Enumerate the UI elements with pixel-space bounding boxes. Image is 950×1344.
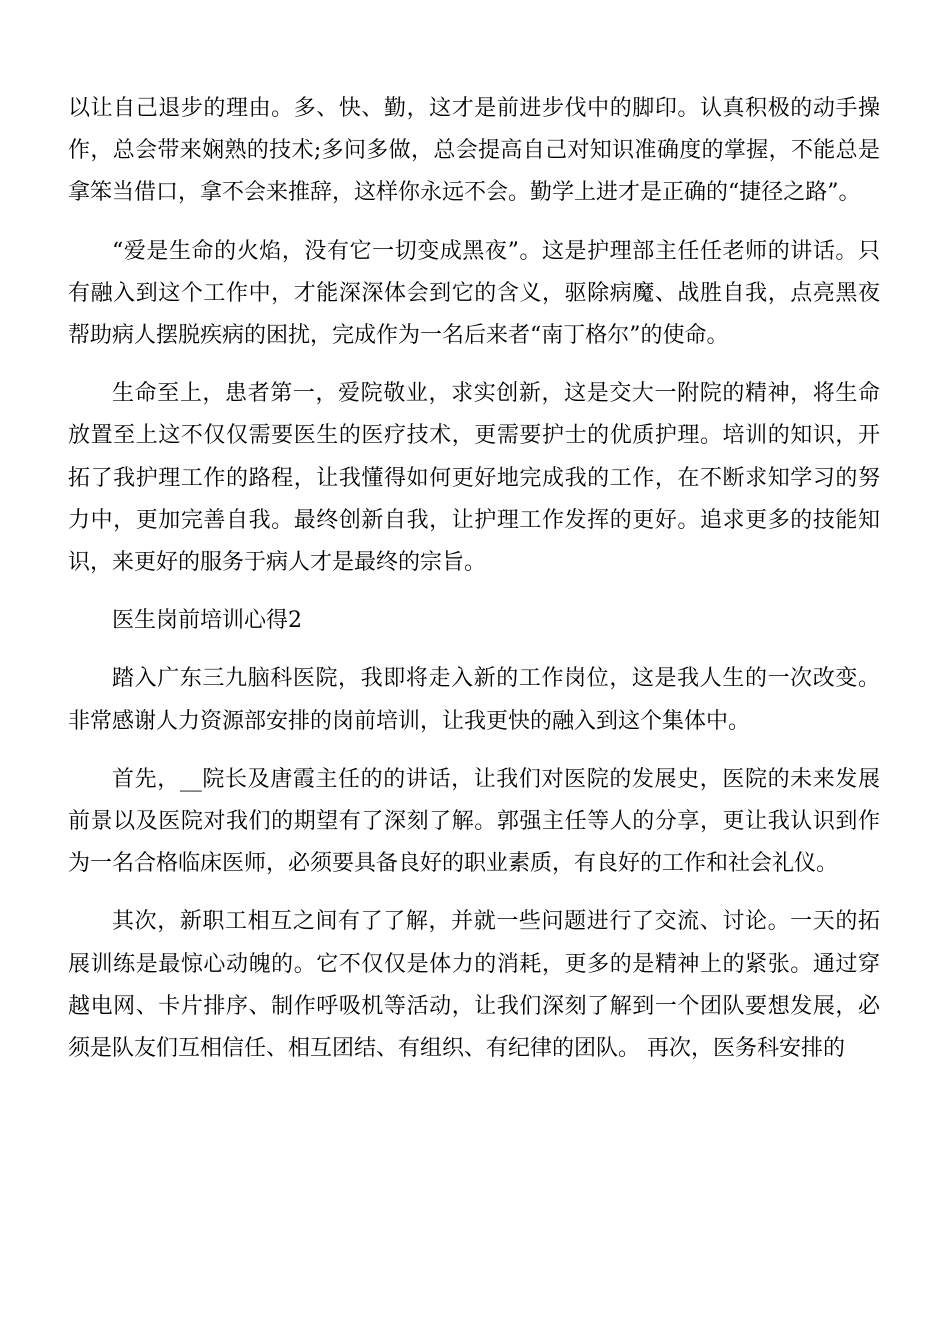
paragraph-life-first: 生命至上，患者第一，爱院敬业，求实创新，这是交大一附院的精神，将生命放置至上这不仅仅需要医生的医疗技术，更需要护士的优质护理。培训的知识，开拓了我护理工作的路程，让我懂得如何更好地完成我的工作，在不断求知学习的努力中，更加完善自我。最终创新自我，让护理工作发挥的更好。追求更多的技能知识，来更好的服务于病人才是最终的宗旨。 (68, 381, 880, 576)
paragraph-love-quote: “爱是生命的火焰，没有它一切变成黑夜”。这是护理部主任任老师的讲话。只有融入到这个工作中，才能深深体会到它的含义，驱除病魔、战胜自我，点亮黑夜帮助病人摆脱疾病的困扰，完成作为一名后来者“南丁格尔”的使命。 (68, 238, 880, 349)
paragraph-continuation: 以让自己退步的理由。多、快、勤，这才是前进步伐中的脚印。认真积极的动手操作，总会带来娴熟的技术;多问多做，总会提高自己对知识准确度的掌握，不能总是拿笨当借口，拿不会来推辞，这样你永远不会。勤学上进才是正确的“捷径之路”。 (68, 96, 880, 206)
document-page (68, 88, 880, 1086)
paragraph-entering-hospital: 踏入广东三九脑科医院，我即将走入新的工作岗位，这是我人生的一次改变。非常感谢人力资源部安排的岗前培训，让我更快的融入到这个集体中。 (68, 666, 880, 734)
section-title: 医生岗前培训心得2 (112, 608, 302, 634)
paragraph-firstly: 首先，__院长及唐霞主任的的讲话，让我们对医院的发展史，医院的未来发展前景以及医院对我们的期望有了深刻了解。郭强主任等人的分享，更让我认识到作为一名合格临床医师，必须要具备良好的职业素质，有良好的工作和社会礼仪。 (68, 766, 880, 877)
paragraph-secondly: 其次，新职工相互之间有了了解，并就一些问题进行了交流、讨论。一天的拓展训练是最惊心动魄的。它不仅仅是体力的消耗，更多的是精神上的紧张。通过穿越电网、卡片排序、制作呼吸机等活动，让我们深刻了解到一个团队要想发展，必须是队友们互相信任、相互团结、有组织、有纪律的团队。 再次，医务科安排的 (68, 909, 880, 1062)
